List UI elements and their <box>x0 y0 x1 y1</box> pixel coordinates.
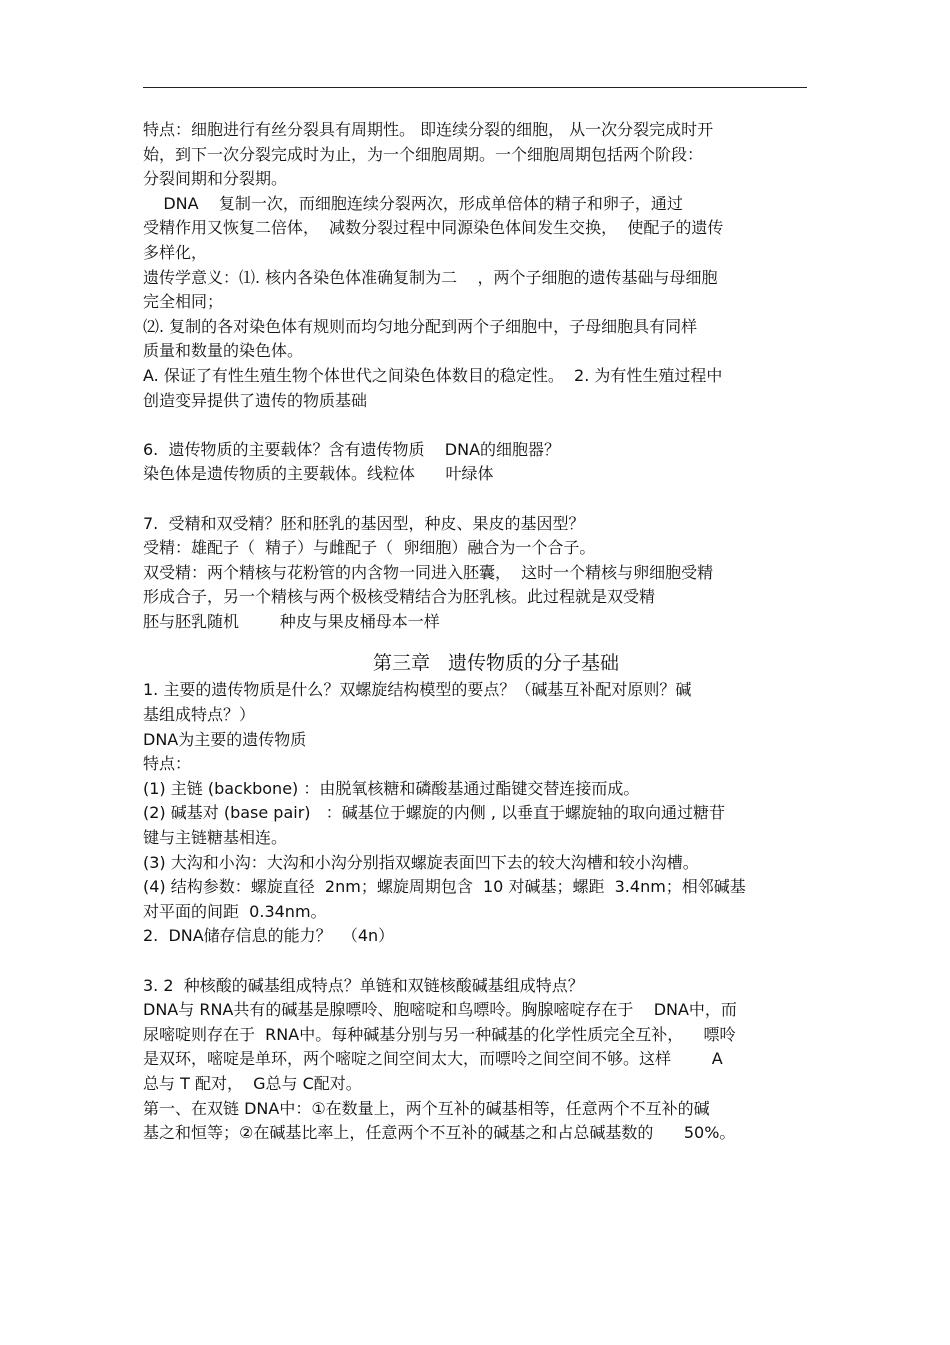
text-line: 分裂间期和分裂期。 <box>143 169 288 189</box>
question-7: 7. 受精和双受精？胚和胚乳的基因型，种皮、果皮的基因型？ <box>143 513 585 533</box>
question-1: 1. 主要的遗传物质是什么？双螺旋结构模型的要点？（碱基互补配对原则？碱 <box>143 680 692 700</box>
text-line: ⑵. 复制的各对染色体有规则而均匀地分配到两个子细胞中，子母细胞具有同样 <box>143 316 698 336</box>
text-line: 形成合子，另一个精核与两个极核受精结合为胚乳核。此过程就是双受精 <box>143 587 656 607</box>
text-line: 特点： <box>143 754 192 774</box>
blank-line <box>143 487 809 512</box>
text-line: 创造变异提供了遗传的物质基础 <box>143 390 368 410</box>
question-6: 6. 遗传物质的主要载体？含有遗传物质 DNA的细胞器？ <box>143 439 561 459</box>
text-line: 特点：细胞进行有丝分裂具有周期性。 即连续分裂的细胞， 从一次分裂完成时开 <box>143 120 714 139</box>
text-line: (2) 碱基对 (base pair) ：碱基位于螺旋的内侧 , 以垂直于螺旋轴的取向通过糖苷 <box>143 803 726 823</box>
text-line: 总与 T 配对， G总与 C配对。 <box>143 1073 362 1093</box>
header-rule <box>143 87 807 88</box>
text-line: (4) 结构参数：螺旋直径 2nm；螺旋周期包含 10 对碱基；螺距 3.4nm；相邻碱基 <box>143 877 746 897</box>
text-line: 对平面的间距 0.34nm。 <box>143 901 327 921</box>
text-line: 完全相同； <box>143 292 224 312</box>
text-line: 胚与胚乳随机 种皮与果皮桶母本一样 <box>143 611 440 631</box>
text-line: 始，到下一次分裂完成时为止，为一个细胞周期。一个细胞周期包括两个阶段： <box>143 144 704 164</box>
text-line: A. 保证了有性生殖生物个体世代之间染色体数目的稳定性。 2. 为有性生殖过程中 <box>143 365 723 385</box>
text-line: 键与主链糖基相连。 <box>143 828 288 848</box>
text-line: 基组成特点？） <box>143 705 256 725</box>
text-line: DNA与 RNA共有的碱基是腺嘌呤、胞嘧啶和鸟嘌呤。胸腺嘧啶存在于 DNA中，而 <box>143 1000 737 1020</box>
chapter-title: 第三章 遗传物质的分子基础 <box>372 652 620 675</box>
blank-line <box>143 413 809 438</box>
blank-line <box>143 949 809 974</box>
text-line: (1) 主链 (backbone) ：由脱氧核糖和磷酸基通过酯键交替连接而成。 <box>143 778 640 798</box>
text-line: 受精：雄配子（ 精子）与雌配子（ 卵细胞）融合为一个合子。 <box>143 538 596 558</box>
text-line: 受精作用又恢复二倍体， 减数分裂过程中同源染色体间发生交换， 使配子的遗传 <box>143 218 724 238</box>
text-line: 染色体是遗传物质的主要载体。线粒体 叶绿体 <box>143 464 494 484</box>
question-2: 2. DNA储存信息的能力？ （4n） <box>143 926 395 946</box>
text-line: 尿嘧啶则存在于 RNA中。每种碱基分别与另一种碱基的化学性质完全互补， 嘌呤 <box>143 1024 736 1044</box>
text-line: DNA为主要的遗传物质 <box>143 729 307 749</box>
text-line: (3) 大沟和小沟：大沟和小沟分别指双螺旋表面凹下去的较大沟槽和较小沟槽。 <box>143 852 699 872</box>
document-body <box>143 118 809 1146</box>
text-line: 是双环，嘧啶是单环，两个嘧啶之间空间太大，而嘌呤之间空间不够。这样 A <box>143 1049 723 1069</box>
blank-line <box>143 634 809 648</box>
text-line: 双受精：两个精核与花粉管的内含物一同进入胚囊， 这时一个精核与卵细胞受精 <box>143 562 714 582</box>
text-line: 遗传学意义：⑴. 核内各染色体准确复制为二 ，两个子细胞的遗传基础与母细胞 <box>143 267 718 287</box>
text-line: 质量和数量的染色体。 <box>143 341 304 361</box>
text-line: DNA 复制一次，而细胞连续分裂两次，形成单倍体的精子和卵子，通过 <box>143 193 683 213</box>
text-line: 基之和恒等；②在碱基比率上，任意两个不互补的碱基之和占总碱基数的 50%。 <box>143 1123 736 1143</box>
text-line: 第一、在双链 DNA中：①在数量上，两个互补的碱基相等，任意两个不互补的碱 <box>143 1098 710 1118</box>
question-3: 3. 2 种核酸的碱基组成特点？单链和双链核酸碱基组成特点？ <box>143 975 584 995</box>
text-line: 多样化， <box>143 242 208 262</box>
